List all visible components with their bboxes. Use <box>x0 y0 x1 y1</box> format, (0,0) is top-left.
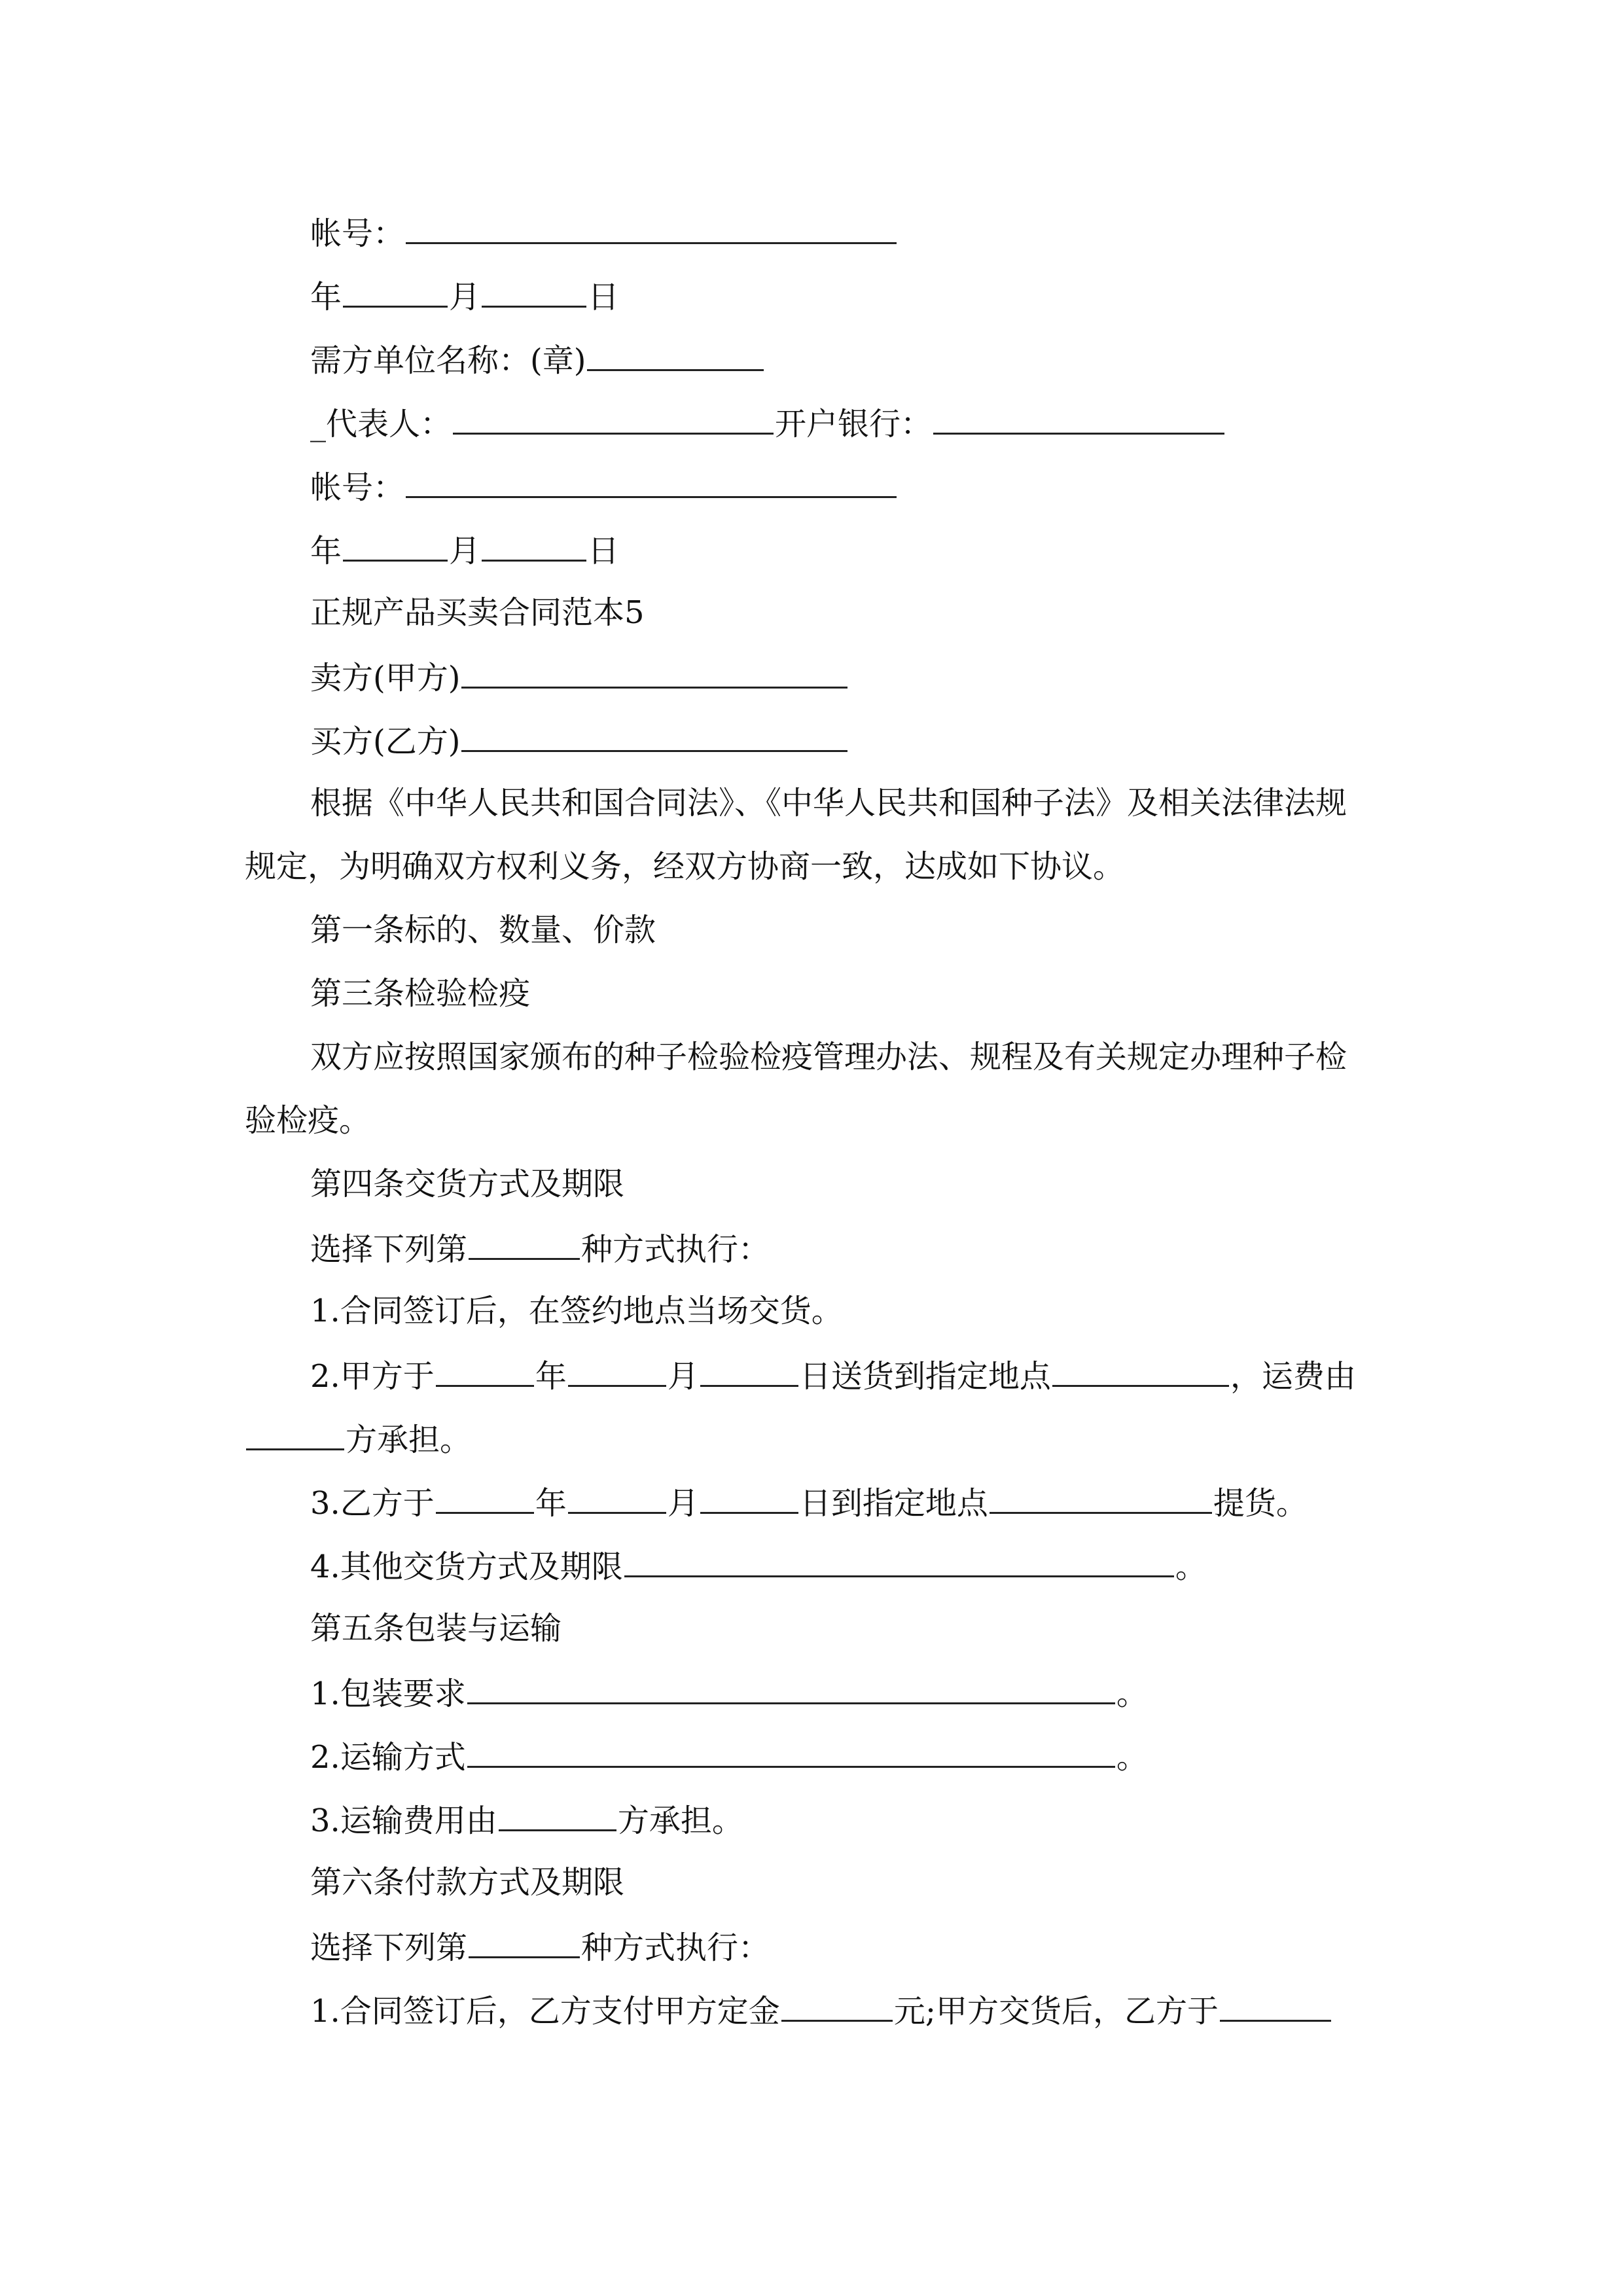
choose-prefix: 选择下列第 <box>310 1929 468 1966</box>
month-blank <box>568 1486 666 1514</box>
contract-title: 正规产品买卖合同范本5 <box>310 594 645 631</box>
item-prefix: 1.合同签订后，乙方支付甲方定金 <box>310 1993 780 2030</box>
item-prefix: 1.包装要求 <box>310 1676 466 1712</box>
seller-label: 卖方(甲方) <box>310 660 461 696</box>
deposit-blank <box>781 1994 893 2022</box>
buyer-unit-line <box>310 342 765 379</box>
buyer-label: 买方(乙方) <box>310 723 461 760</box>
day-blank <box>700 1486 798 1514</box>
article-4-item-2-cont <box>245 1422 471 1456</box>
article-4-title: 第四条交货方式及期限 <box>310 1166 625 1202</box>
buyer-blank <box>461 724 847 752</box>
pickup-label: 提货。 <box>1213 1485 1308 1522</box>
choose-blank <box>469 1232 580 1260</box>
choose-prefix: 选择下列第 <box>310 1231 468 1268</box>
packaging-blank <box>467 1676 1115 1704</box>
article-3-line-2: 验检疫。 <box>245 1102 371 1139</box>
month-label: 月 <box>449 279 481 315</box>
seller-blank <box>461 660 847 689</box>
buyer-line <box>310 723 849 760</box>
article-6-item-1 <box>310 1993 1332 2030</box>
party-blank <box>499 1803 616 1831</box>
rep-bank-line <box>310 406 1226 440</box>
year-label: 年 <box>310 279 342 315</box>
month-blank <box>482 533 586 562</box>
choose-suffix: 种方式执行： <box>581 1231 770 1268</box>
day-blank <box>700 1359 798 1387</box>
location-label: 日到指定地点 <box>799 1485 988 1522</box>
account-blank <box>406 470 897 498</box>
item-prefix: 2.运输方式 <box>310 1739 466 1776</box>
date-line-1 <box>310 279 619 313</box>
preamble-line-1: 根据《中华人民共和国合同法》、《中华人民共和国种子法》及相关法律法规 <box>310 785 1347 821</box>
party-blank <box>246 1422 344 1450</box>
item-prefix: 4.其他交货方式及期限 <box>310 1549 623 1585</box>
location-blank <box>990 1486 1212 1514</box>
article-4-choose-line <box>310 1231 770 1268</box>
article-5-item-3 <box>310 1803 743 1837</box>
delivery-label: 日送货到指定地点 <box>799 1358 1051 1395</box>
article-5-title: 第五条包装与运输 <box>310 1610 562 1647</box>
article-1-title: 第一条标的、数量、价款 <box>310 912 656 948</box>
year-blank <box>343 533 448 562</box>
bank-label: 开户银行： <box>775 406 933 442</box>
account-line-2 <box>310 469 898 506</box>
date-blank <box>1220 1994 1331 2022</box>
article-6-title: 第六条付款方式及期限 <box>310 1864 625 1901</box>
year-label: 年 <box>310 533 342 569</box>
article-5-item-1 <box>310 1676 1148 1710</box>
buyer-unit-blank <box>587 343 764 371</box>
item-prefix: 2.甲方于 <box>310 1358 435 1395</box>
transport-blank <box>467 1740 1115 1768</box>
year-label: 年 <box>535 1358 567 1395</box>
buyer-unit-label: 需方单位名称：(章) <box>310 342 586 379</box>
period-mark: 。 <box>1175 1549 1207 1585</box>
month-blank <box>568 1359 666 1387</box>
item-prefix: 3.运输费用由 <box>310 1803 497 1839</box>
article-3-title: 第三条检验检疫 <box>310 975 531 1012</box>
article-4-item-1: 1.合同签订后，在签约地点当场交货。 <box>310 1293 843 1329</box>
representative-blank <box>453 406 774 435</box>
date-line-2 <box>310 533 619 567</box>
account-label: 帐号： <box>310 469 405 506</box>
freight-label: ，运费由 <box>1230 1358 1356 1395</box>
account-blank <box>406 216 897 244</box>
day-label: 日 <box>588 533 620 569</box>
month-blank <box>482 279 586 308</box>
article-4-item-4 <box>310 1549 1207 1583</box>
account-label: 帐号： <box>310 215 405 252</box>
representative-label: _代表人： <box>310 406 452 442</box>
other-delivery-blank <box>624 1549 1174 1577</box>
article-4-item-2 <box>310 1358 1356 1395</box>
year-blank <box>436 1359 534 1387</box>
month-label: 月 <box>449 533 481 569</box>
month-label: 月 <box>667 1358 699 1395</box>
year-blank <box>343 279 448 308</box>
item-prefix: 3.乙方于 <box>310 1485 435 1522</box>
article-3-line-1: 双方应按照国家颁布的种子检验检疫管理办法、规程及有关规定办理种子检 <box>310 1039 1347 1075</box>
choose-blank <box>469 1930 580 1958</box>
bank-blank <box>933 406 1224 435</box>
article-5-item-2 <box>310 1739 1148 1776</box>
article-6-choose-line <box>310 1930 770 1964</box>
bear-label: 方承担。 <box>346 1422 472 1458</box>
article-4-item-3 <box>310 1485 1308 1522</box>
bear-label: 方承担。 <box>617 1803 743 1839</box>
account-line-1 <box>310 215 898 252</box>
period-mark: 。 <box>1116 1676 1148 1712</box>
seller-line <box>310 660 849 694</box>
preamble-line-2: 规定，为明确双方权利义务，经双方协商一致，达成如下协议。 <box>245 848 1125 885</box>
year-blank <box>436 1486 534 1514</box>
month-label: 月 <box>667 1485 699 1522</box>
yuan-label: 元;甲方交货后，乙方于 <box>893 1993 1219 2030</box>
day-label: 日 <box>588 279 620 315</box>
location-blank <box>1052 1359 1229 1387</box>
choose-suffix: 种方式执行： <box>581 1929 770 1966</box>
year-label: 年 <box>535 1485 567 1522</box>
period-mark: 。 <box>1116 1739 1148 1776</box>
